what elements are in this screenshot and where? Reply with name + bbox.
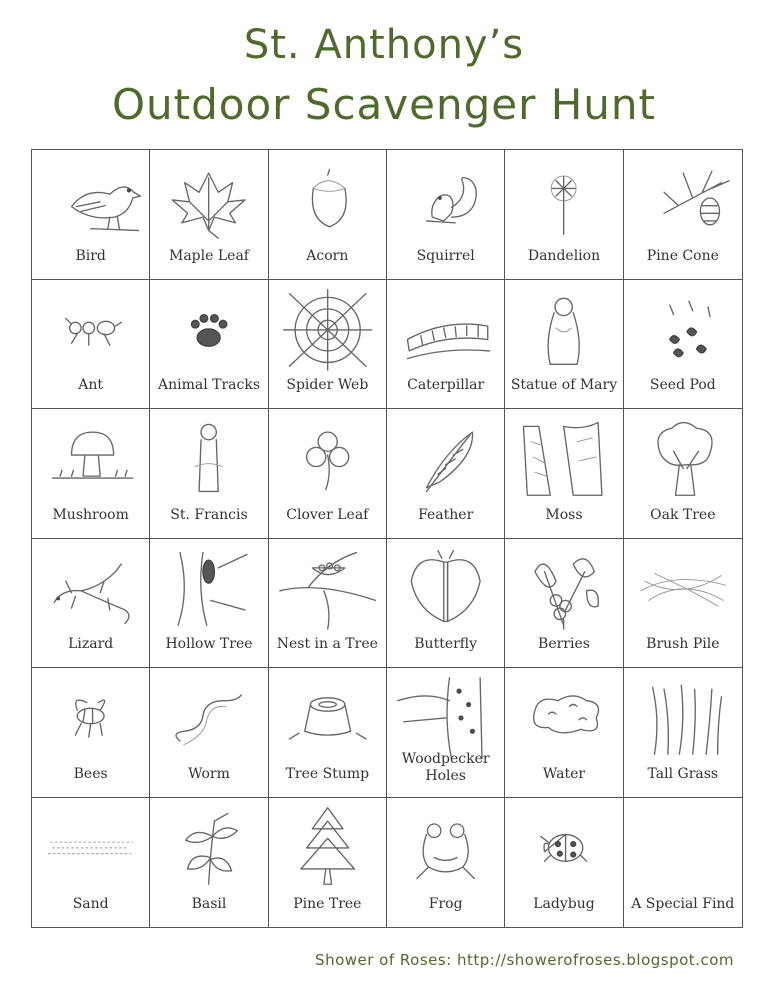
- grid-cell: [387, 668, 505, 798]
- grid-cell: [505, 668, 623, 798]
- cell-label: Tree Stump: [285, 765, 370, 782]
- animal-tracks-icon: [150, 284, 267, 372]
- grid-cell: [505, 280, 623, 410]
- cell-label: Sand: [72, 896, 109, 912]
- worm-icon: [150, 672, 267, 760]
- grid-cell: [32, 150, 150, 280]
- squirrel-icon: [387, 154, 504, 242]
- grid-cell: [624, 668, 742, 798]
- cell-label: Nest in a Tree: [276, 636, 378, 652]
- cell-label: Acorn: [306, 247, 349, 264]
- cell-label: Feather: [418, 506, 474, 523]
- seed-pod-icon: [624, 284, 742, 372]
- title-line-2: Outdoor Scavenger Hunt: [111, 80, 657, 129]
- cell-label: Clover Leaf: [286, 506, 369, 523]
- cell-label: St. Francis: [170, 506, 248, 523]
- cell-label: Lizard: [68, 636, 114, 652]
- grid-cell: [269, 798, 387, 928]
- tall-grass-icon: [624, 672, 742, 760]
- cell-label: Woodpecker Holes: [401, 750, 490, 784]
- cell-label: Statue of Mary: [510, 377, 618, 393]
- ladybug-icon: [505, 802, 622, 890]
- butterfly-icon: [387, 543, 504, 631]
- grid-cell: [505, 798, 623, 928]
- grid-cell: [624, 798, 742, 928]
- cell-label: Butterfly: [414, 636, 478, 652]
- cell-label: Basil: [191, 896, 227, 912]
- grid-cell: [32, 668, 150, 798]
- cell-label: Pine Cone: [646, 247, 719, 264]
- cell-label: Brush Pile: [646, 636, 720, 652]
- grid-cell: [624, 150, 742, 280]
- grid-cell: [269, 668, 387, 798]
- nest-icon: [269, 543, 386, 631]
- grid-cell: [505, 539, 623, 669]
- caterpillar-icon: [387, 284, 504, 372]
- basil-icon: [150, 802, 267, 890]
- ant-icon: [32, 284, 149, 372]
- berries-icon: [505, 543, 622, 631]
- grid-cell: [150, 280, 268, 410]
- dandelion-icon: [505, 154, 622, 242]
- pine-tree-icon: [269, 802, 386, 890]
- st-francis-icon: [150, 413, 267, 501]
- cell-label: Frog: [428, 896, 463, 912]
- maple-leaf-icon: [150, 154, 267, 242]
- statue-of-mary-icon: [505, 284, 622, 372]
- grid-cell: [387, 798, 505, 928]
- pine-cone-icon: [624, 154, 742, 242]
- cell-label: Mushroom: [52, 506, 129, 523]
- grid-cell: [32, 539, 150, 669]
- grid-cell: [624, 280, 742, 410]
- grid-cell: [269, 539, 387, 669]
- grid-cell: [32, 280, 150, 410]
- grid-cell: [505, 409, 623, 539]
- cell-label: Hollow Tree: [165, 636, 253, 652]
- cell-label: Worm: [188, 765, 230, 782]
- lizard-icon: [32, 543, 149, 631]
- acorn-icon: [269, 154, 386, 242]
- feather-icon: [387, 413, 504, 501]
- cell-label: Tall Grass: [647, 765, 719, 782]
- bee-icon: [32, 672, 149, 760]
- grid-cell: [387, 280, 505, 410]
- cell-label: Bird: [75, 247, 106, 264]
- grid-cell: [269, 409, 387, 539]
- title-line-1: St. Anthony’s: [243, 22, 525, 68]
- grid-cell: [150, 798, 268, 928]
- bird-icon: [32, 154, 149, 242]
- footer-credit: Shower of Roses: http://showerofroses.blogspot.com: [315, 951, 734, 969]
- mushroom-icon: [32, 413, 149, 501]
- cell-label: Dandelion: [527, 247, 601, 264]
- cell-label: Water: [542, 765, 586, 782]
- cell-label: Berries: [538, 636, 590, 652]
- grid-cell: [150, 539, 268, 669]
- spider-web-icon: [269, 284, 386, 372]
- frog-icon: [387, 802, 504, 890]
- cell-label: A Special Find: [631, 896, 735, 912]
- cell-label: Maple Leaf: [169, 247, 249, 264]
- clover-leaf-icon: [269, 413, 386, 501]
- grid-cell: [150, 150, 268, 280]
- water-icon: [505, 672, 622, 760]
- oak-tree-icon: [624, 413, 742, 501]
- sand-icon: [32, 802, 149, 890]
- grid-cell: [624, 409, 742, 539]
- grid-cell: [387, 539, 505, 669]
- scavenger-grid: [31, 149, 743, 928]
- cell-label: Animal Tracks: [157, 377, 261, 393]
- cell-label: Caterpillar: [407, 377, 485, 393]
- woodpecker-holes-icon: [387, 672, 504, 760]
- grid-cell: [150, 409, 268, 539]
- cell-label: Ladybug: [533, 896, 595, 912]
- grid-cell: [269, 280, 387, 410]
- grid-cell: [387, 409, 505, 539]
- cell-label: Seed Pod: [649, 377, 716, 393]
- cell-label: Squirrel: [416, 247, 475, 264]
- cell-label: Ant: [78, 377, 104, 393]
- cell-label: Bees: [73, 765, 108, 782]
- cell-label: Oak Tree: [650, 506, 716, 523]
- brush-pile-icon: [624, 543, 742, 631]
- grid-cell: [505, 150, 623, 280]
- grid-cell: [150, 668, 268, 798]
- grid-cell: [32, 409, 150, 539]
- grid-cell: [624, 539, 742, 669]
- hollow-tree-icon: [150, 543, 267, 631]
- tree-stump-icon: [269, 672, 386, 760]
- moss-icon: [505, 413, 622, 501]
- cell-label: Spider Web: [286, 377, 369, 393]
- cell-label: Pine Tree: [293, 896, 362, 912]
- grid-cell: [269, 150, 387, 280]
- cell-label: Moss: [545, 506, 583, 523]
- grid-cell: [387, 150, 505, 280]
- grid-cell: [32, 798, 150, 928]
